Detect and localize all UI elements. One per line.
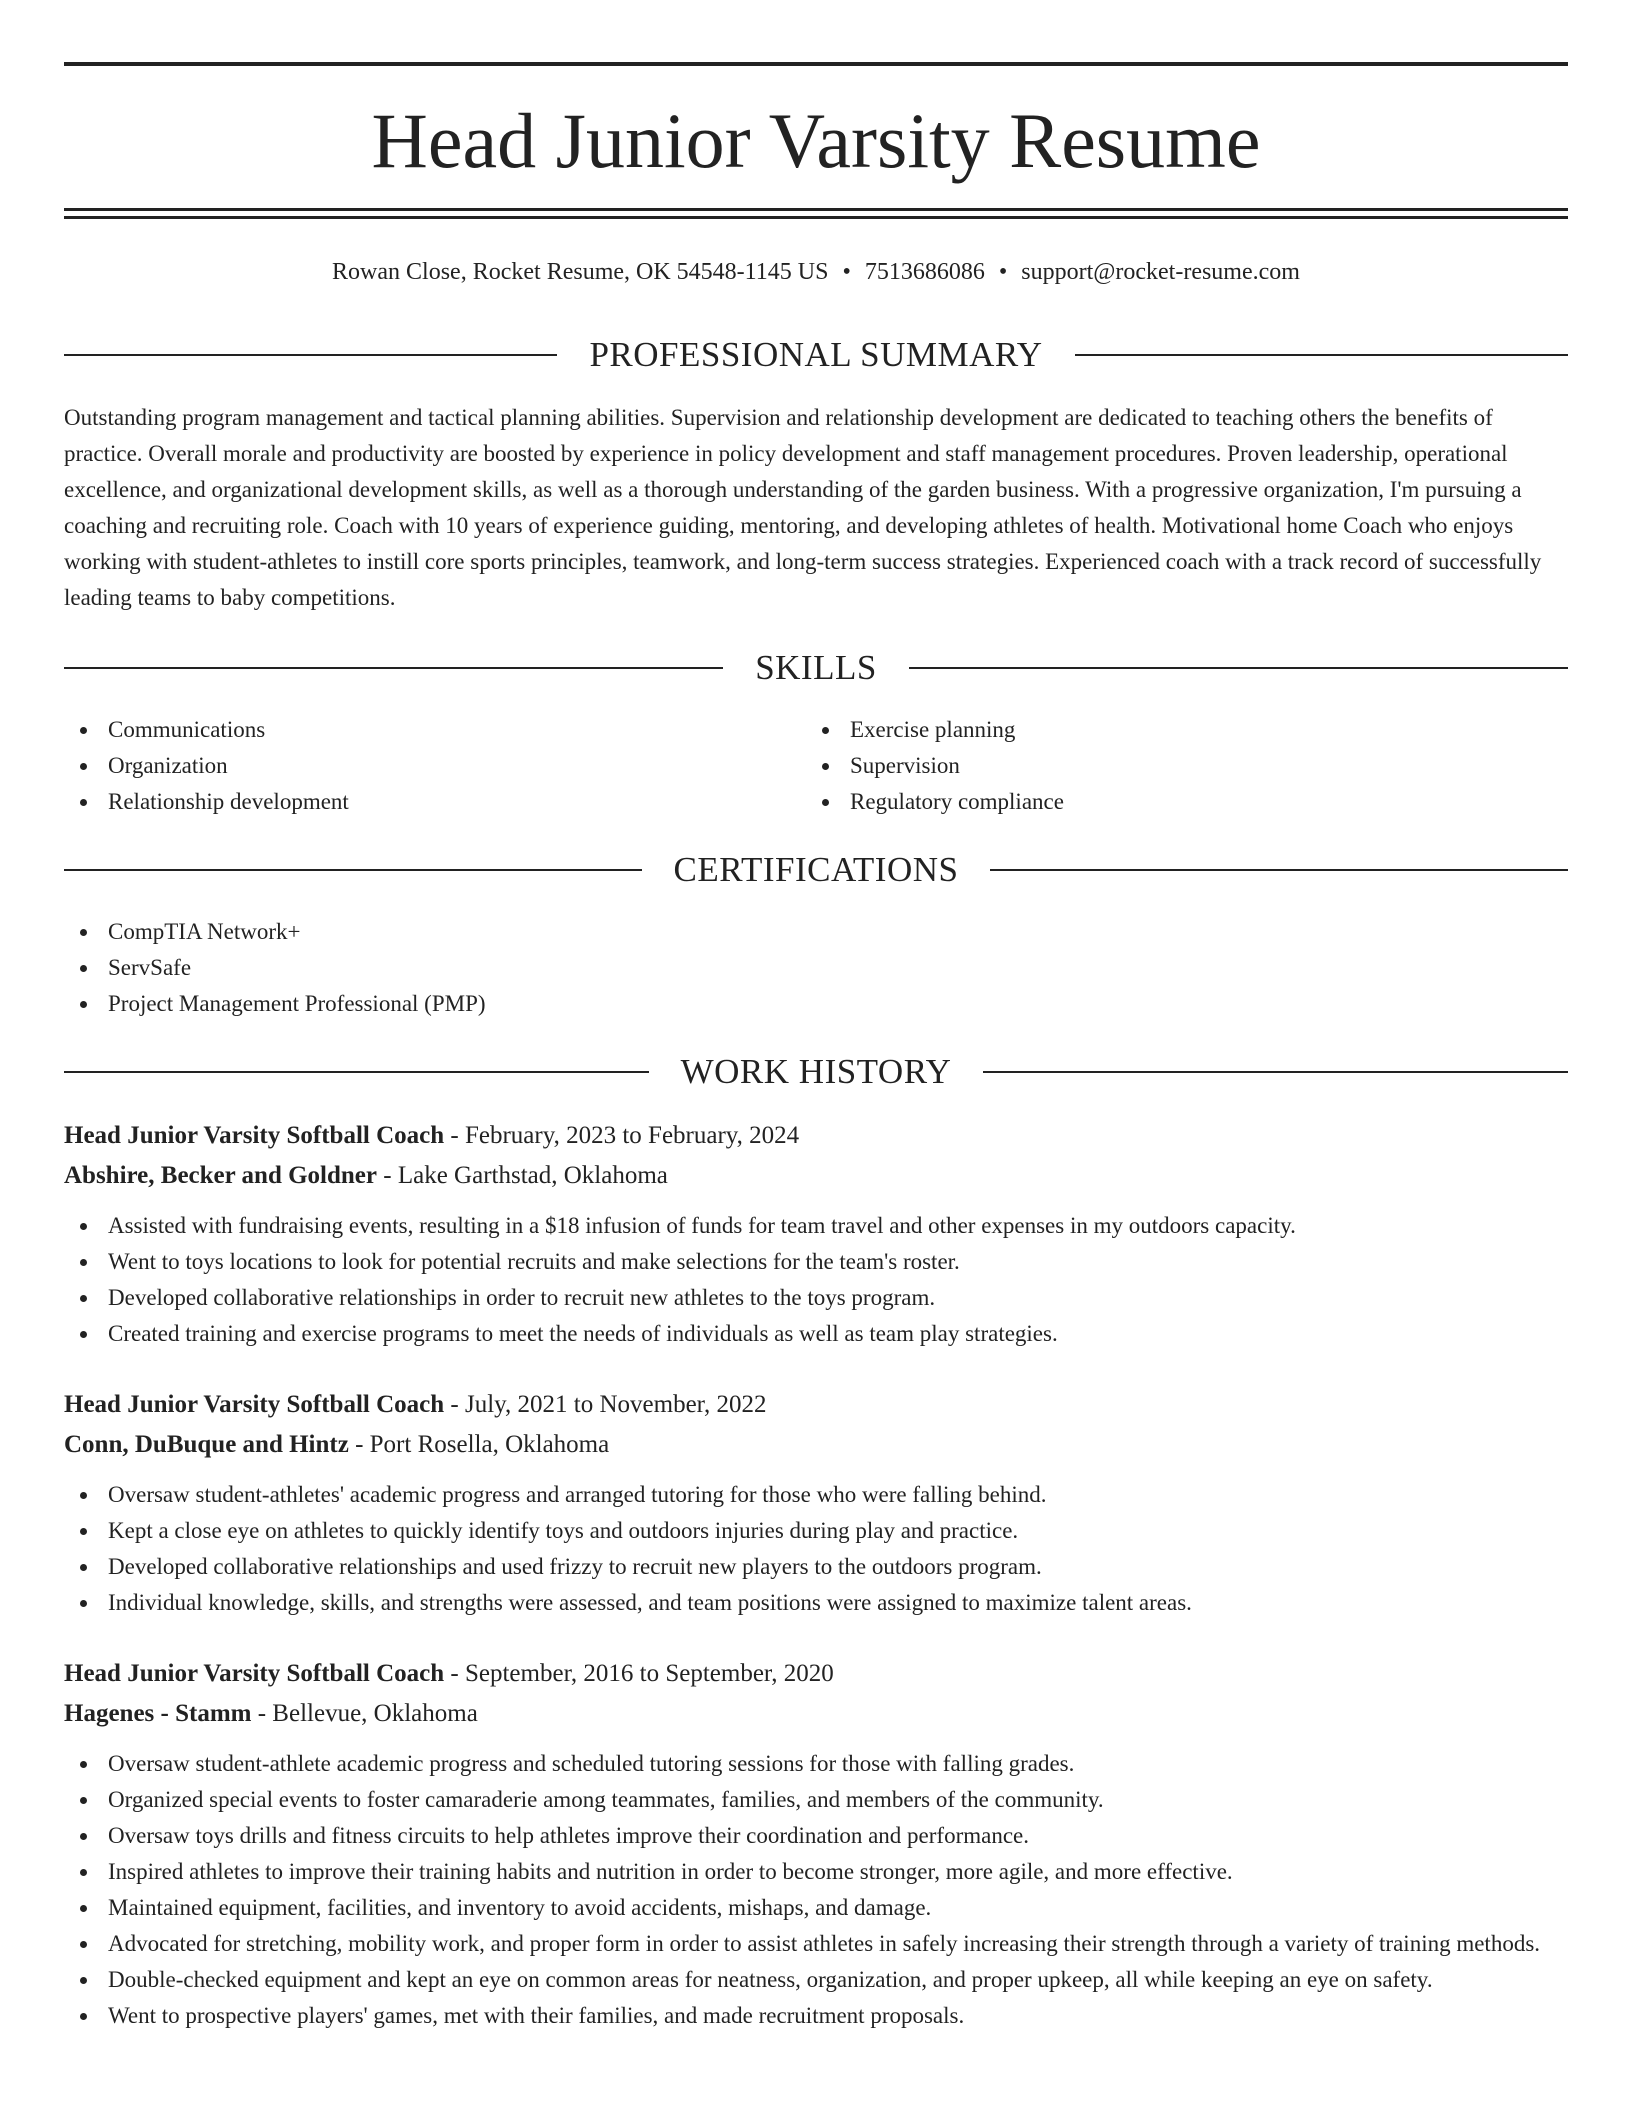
job-dates: - February, 2023 to February, 2024 (444, 1122, 800, 1149)
job-company: Abshire, Becker and Goldner (64, 1162, 377, 1189)
work-history-section-heading (64, 1049, 1568, 1095)
skill-item: Relationship development (64, 784, 804, 820)
job-title: Head Junior Varsity Softball Coach (64, 1660, 445, 1687)
job-duty: Created training and exercise programs to meet the needs of individuals as well as team play strategies. (64, 1316, 1568, 1352)
contact-separator: • (842, 259, 851, 285)
job-location: - Bellevue, Oklahoma (251, 1700, 478, 1727)
job-duties-list (64, 1746, 1568, 2034)
job-duty: Kept a close eye on athletes to quickly identify toys and outdoors injuries during play and practice. (64, 1513, 1568, 1549)
job-title-line (64, 1654, 1568, 1694)
job-title-line (64, 1116, 1568, 1156)
job-company: Conn, DuBuque and Hintz (64, 1431, 349, 1458)
job-duty: Oversaw toys drills and fitness circuits to help athletes improve their coordination and performance. (64, 1818, 1568, 1854)
job-duty: Developed collaborative relationships in order to recruit new athletes to the toys program. (64, 1280, 1568, 1316)
contact-email: support@rocket-resume.com (1021, 259, 1300, 285)
heading-rule-right (990, 869, 1568, 871)
certification-item: Project Management Professional (PMP) (64, 986, 1568, 1022)
job-duty: Assisted with fundraising events, resulting in a $18 infusion of funds for team travel and other expenses in my outdoors capacity. (64, 1208, 1568, 1244)
skill-item: Communications (64, 712, 804, 748)
title-rule-lower (64, 216, 1568, 219)
job-duty: Developed collaborative relationships and used frizzy to recruit new players to the outdoors program. (64, 1549, 1568, 1585)
contact-phone: 7513686086 (864, 259, 985, 285)
job-duty: Double-checked equipment and kept an eye on common areas for neatness, organization, and proper upkeep, all while keeping an eye on safety. (64, 1962, 1568, 1998)
job-entry (64, 1116, 1568, 1352)
job-duty: Maintained equipment, facilities, and inventory to avoid accidents, mishaps, and damage. (64, 1890, 1568, 1926)
job-dates: - July, 2021 to November, 2022 (444, 1391, 767, 1418)
heading-rule-left (64, 667, 723, 669)
skill-item: Supervision (806, 748, 1546, 784)
certification-item: ServSafe (64, 950, 1568, 986)
heading-rule-left (64, 869, 642, 871)
job-duty: Went to prospective players' games, met with their families, and made recruitment proposals. (64, 1998, 1568, 2034)
job-duty: Went to toys locations to look for potential recruits and make selections for the team's roster. (64, 1244, 1568, 1280)
job-company-line (64, 1156, 1568, 1196)
job-company-line (64, 1694, 1568, 1734)
heading-rule-right (983, 1071, 1568, 1073)
job-location: - Lake Garthstad, Oklahoma (377, 1162, 668, 1189)
top-rule (64, 62, 1568, 66)
skill-item: Organization (64, 748, 804, 784)
heading-rule-right (909, 667, 1568, 669)
job-title: Head Junior Varsity Softball Coach (64, 1391, 445, 1418)
job-duties-list (64, 1477, 1568, 1621)
resume-title: Head Junior Varsity Resume (371, 97, 1261, 184)
certifications-section-heading (64, 847, 1568, 893)
job-duty: Oversaw student-athlete academic progress and scheduled tutoring sessions for those with falling grades. (64, 1746, 1568, 1782)
job-duty: Individual knowledge, skills, and strengths were assessed, and team positions were assigned to maximize talent areas. (64, 1585, 1568, 1621)
certification-item: CompTIA Network+ (64, 914, 1568, 950)
job-entry (64, 1654, 1568, 2034)
skills-heading-label: SKILLS (755, 648, 877, 687)
contact-address: Rowan Close, Rocket Resume, OK 54548-1145 US (332, 259, 829, 285)
job-dates: - September, 2016 to September, 2020 (444, 1660, 834, 1687)
title-rule-upper (64, 208, 1568, 211)
work-history-heading-label: WORK HISTORY (680, 1052, 952, 1091)
job-duty: Inspired athletes to improve their training habits and nutrition in order to become stronger, more agile, and more effective. (64, 1854, 1568, 1890)
certifications-list (64, 914, 1568, 1022)
job-entry (64, 1385, 1568, 1621)
summary-section-heading (64, 332, 1568, 378)
summary-text: Outstanding program management and tactical planning abilities. Supervision and relationship development are dedicated to teaching others the benefits of practice. Overall morale and productivity are boosted by experience in policy development and staff management procedures. Proven leadership, operational excellence, and organizational development skills, as well as a thorough understanding of the garden business. With a progressive organization, I'm pursuing a coaching and recruiting role. Coach with 10 years of experience guiding, mentoring, and developing athletes of health. Motivational home Coach who enjoys working with student-athletes to instill core sports principles, teamwork, and long-term success strategies. Experienced coach with a track record of successfully leading teams to baby competitions. (64, 405, 1542, 610)
skill-item: Regulatory compliance (806, 784, 1546, 820)
job-company-line (64, 1425, 1568, 1465)
job-title: Head Junior Varsity Softball Coach (64, 1122, 445, 1149)
job-company: Hagenes - Stamm (64, 1700, 252, 1727)
certifications-heading-label: CERTIFICATIONS (673, 850, 959, 889)
skills-section-heading (64, 645, 1568, 691)
job-title-line (64, 1385, 1568, 1425)
skills-list-left (64, 712, 804, 820)
heading-rule-left (64, 354, 557, 356)
contact-separator: • (998, 259, 1008, 285)
job-duty: Advocated for stretching, mobility work, and proper form in order to assist athletes in safely increasing their strength through a variety of training methods. (64, 1926, 1568, 1962)
summary-heading-label: PROFESSIONAL SUMMARY (589, 335, 1043, 374)
contact-line (64, 254, 1568, 290)
job-location: - Port Rosella, Oklahoma (348, 1431, 610, 1458)
job-duty: Oversaw student-athletes' academic progress and arranged tutoring for those who were falling behind. (64, 1477, 1568, 1513)
job-duties-list (64, 1208, 1568, 1352)
skills-list-right (806, 712, 1546, 820)
heading-rule-right (1075, 354, 1568, 356)
heading-rule-left (64, 1071, 649, 1073)
skill-item: Exercise planning (806, 712, 1546, 748)
job-duty: Organized special events to foster camaraderie among teammates, families, and members of the community. (64, 1782, 1568, 1818)
